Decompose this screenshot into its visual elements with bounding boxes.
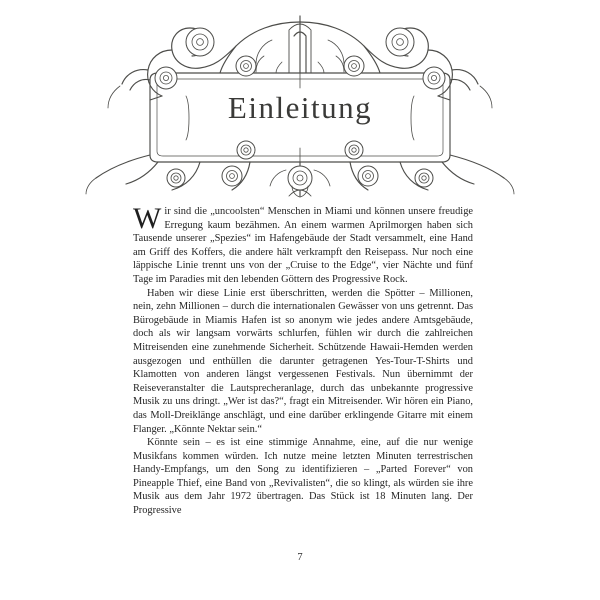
paragraph-1 [133, 202, 473, 287]
paragraph-1-text: ir sind die „uncoolsten“ Menschen in Miami und können unsere freudige Erregung kaum bezähmen. An einem warmen Aprilmorgen haben sich Tausende unserer „Spezies“ im Hafengebäude der Stadt versammelt, eine Hand am Griff des Koffers, die andere hält verkrampft den Reisepass. Nur noch eine läppische Linie trennt uns von der „Cruise to the Edge“, vier Nächte und fünf Tage im Paradies mit den lebenden Göttern des Progressive Rock. [133, 206, 473, 285]
paragraph-2: Haben wir diese Linie erst überschritten, werden die Spötter – Millionen, nein, zehn Millionen – durch die internationalen Gewässer von uns getrennt. Das Bürogebäude in Miamis Hafen ist so anonym wie jedes andere Amtsgebäude, doch als wir langsam vorwärts schlurfen, fühlen wir durch die zahlreichen Mitreisenden eine zunehmende Sicherheit. Schützende Hawaii-Hemden werden ausgezogen und enthüllen die darunter getragenen Yes-Tour-T-Shirts und Klamotten von anderen längst vergessenen Festivals. Nun übernimmt der Reiseveranstalter die Lautsprecheranlage, durch das unbekannte progressive Musik zu uns dringt. „Wer ist das?“, fragt ein Mitreisender. Wir hören ein Piano, das Moll-Dreiklänge anschlägt, und eine darüber erklingende Gitarre mit einem Flanger. „Könnte Nektar sein.“ [133, 287, 473, 435]
paragraph-3: Könnte sein – es ist eine stimmige Annahme, eine, auf die nur wenige Musikfans kommen würden. Ich nutze meine letzten Minuten terrestrischen Handy-Empfangs, um den Song zu identifizieren – „Parted Forever“ von Pineapple Thief, eine Band von „Revivalisten“, die so klingt, als würden sie ihre Musik aus dem Jahr 1972 übertragen. Das Stück ist 18 Minuten lang. Der Progressive [133, 437, 473, 517]
body-text [133, 202, 473, 518]
chapter-title: Einleitung [227, 90, 373, 125]
chapter-header-ornament [0, 0, 600, 200]
page-number: 7 [297, 552, 303, 563]
drop-cap: W [133, 202, 162, 235]
